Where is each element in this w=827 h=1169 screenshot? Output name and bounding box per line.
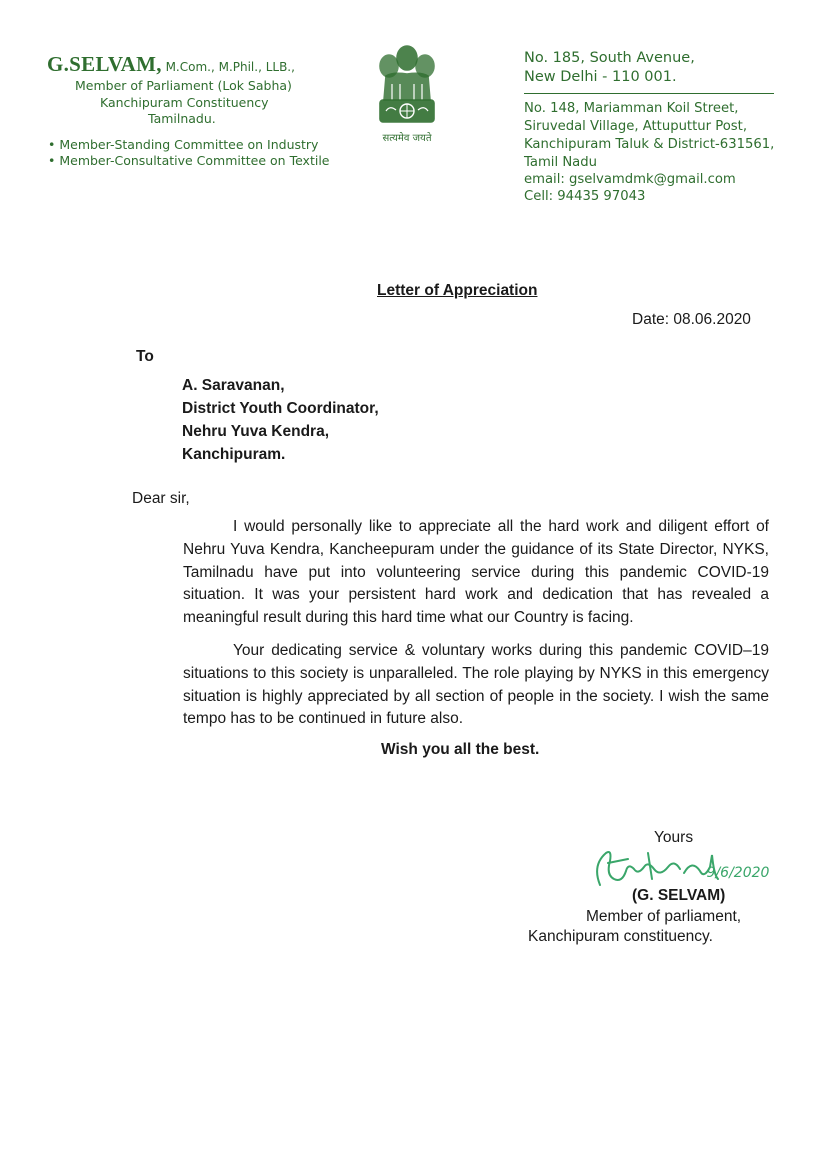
letter-title: Letter of Appreciation (377, 282, 538, 299)
salutation: Dear sir, (132, 490, 190, 507)
closing: Yours (654, 829, 694, 846)
recipient-organization: Nehru Yuva Kendra, (182, 423, 330, 440)
national-emblem-icon (372, 40, 442, 144)
paragraph-2 (183, 640, 769, 731)
committee-textile: • Member-Consultative Committee on Textile (48, 153, 330, 168)
local-address-line1: No. 148, Mariamman Koil Street, (524, 101, 739, 116)
sender-state: Tamilnadu. (148, 111, 216, 126)
letter-date: Date: 08.06.2020 (632, 311, 751, 328)
signatory-name: (G. SELVAM) (632, 887, 726, 904)
local-address-line2: Siruvedal Village, Attuputtur Post, (524, 119, 748, 134)
sender-constituency: Kanchipuram Constituency (100, 95, 269, 110)
sender-qualifications: M.Com., M.Phil., LLB., (161, 60, 295, 74)
delhi-address-line2: New Delhi - 110 001. (524, 69, 677, 85)
committee-industry: • Member-Standing Committee on Industry (48, 137, 319, 152)
signature-icon (588, 845, 784, 893)
sender-name: G.SELVAM, (47, 52, 162, 76)
wish-line: Wish you all the best. (381, 741, 540, 758)
recipient-name: A. Saravanan, (182, 377, 285, 394)
emblem-motto: सत्यमेव जयते (382, 133, 432, 144)
delhi-address-line1: No. 185, South Avenue, (524, 50, 695, 66)
to-label: To (136, 348, 154, 365)
paragraph-2-text: Your dedicating service & voluntary works during this pandemic COVID–19 situations to this society is unparalleled. The role playing by NYKS in this emergency situation is highly appreciated by all section of people in the society. I wish the same tempo has to be continued in future also. (183, 642, 769, 728)
recipient-city: Kanchipuram. (182, 446, 286, 463)
local-address-line3: Kanchipuram Taluk & District-631561, (524, 137, 775, 152)
address-divider (524, 93, 774, 94)
signatory-constituency: Kanchipuram constituency. (528, 928, 713, 945)
sender-position: Member of Parliament (Lok Sabha) (75, 78, 292, 93)
signatory-designation: Member of parliament, (586, 908, 742, 925)
paragraph-1 (183, 516, 769, 630)
paragraph-1-text: I would personally like to appreciate all the hard work and diligent effort of Nehru Yuva Kendra, Kancheepuram under the guidance of its State Director, NYKS, Tamilnadu have put into volunteering service during this pandemic COVID-19 situation. It was your persistent hard work and dedication that has revealed a meaningful result during this hard time what our Country is facing. (183, 518, 769, 627)
cell-line: Cell: 94435 97043 (524, 189, 646, 204)
email-line: email: gselvamdmk@gmail.com (524, 172, 736, 187)
recipient-title: District Youth Coordinator, (182, 400, 379, 417)
signature-date: 9/6/2020 (706, 865, 770, 881)
letterhead-name (47, 52, 295, 77)
local-address-line4: Tamil Nadu (524, 155, 597, 170)
